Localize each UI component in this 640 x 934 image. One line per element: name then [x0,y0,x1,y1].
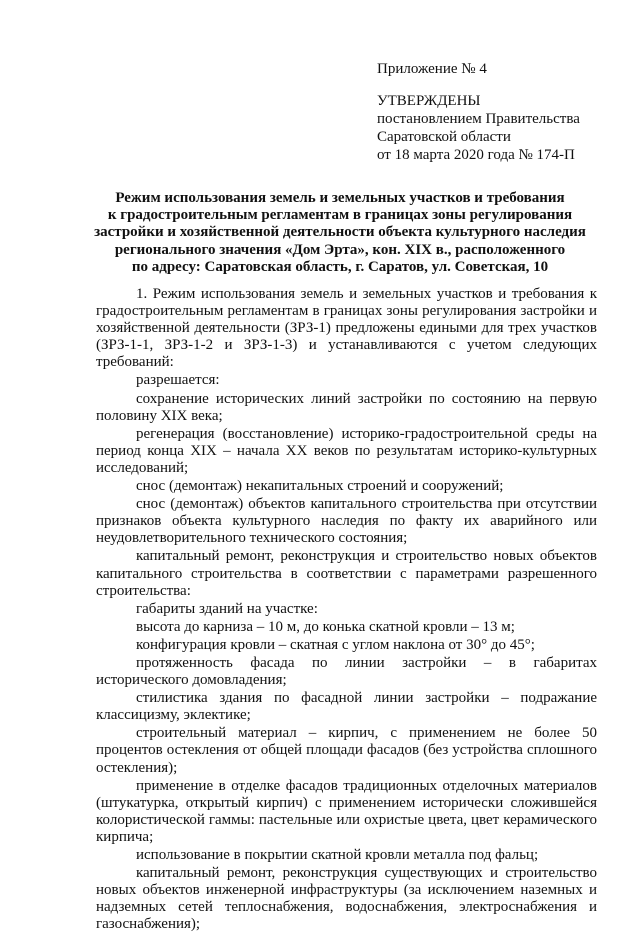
approved-heading: УТВЕРЖДЕНЫ [377,93,481,109]
approval-block [377,60,617,164]
paragraph: протяженность фасада по линии застройки – в габаритах исторического домовладения; [96,654,597,689]
approval-gap [377,78,617,92]
title-line-1: Режим использования земель и земельных участков и требования [115,190,565,206]
paragraph: сохранение исторических линий застройки по состоянию на первую половину XIX века; [96,390,597,424]
title-line-3: застройки и хозяйственной деятельности объекта культурного наследия [94,224,586,241]
paragraph: габариты зданий на участке: [136,600,318,617]
paragraph: капитальный ремонт, реконструкция существующих и строительство новых объектов инженерной инфраструктуры (за исключением наземных и надземных сетей теплоснабжения, водоснабжения, электроснабжения и газоснабжения); [96,865,597,933]
paragraph: разрешается: [136,372,220,389]
paragraph: капитальный ремонт, реконструкция и строительство новых объектов капитального строительства в соответствии с параметрами разрешенного строительства: [96,548,597,599]
paragraph: использование в покрытии скатной кровли металла под фальц; [136,847,539,863]
title-line-5: по адресу: Саратовская область, г. Саратов, ул. Советская, 10 [131,258,549,275]
paragraph: конфигурация кровли – скатная с углом наклона от 30° до 45°; [136,636,535,653]
approval-line-3: от 18 марта 2020 года № 174-П [377,147,575,163]
paragraph: высота до карниза – 10 м, до конька скатной кровли – 13 м; [136,618,515,635]
paragraph: стилистика здания по фасадной линии застройки – подражание классицизму, эклектике; [96,690,597,724]
approval-line-2: Саратовской области [377,129,511,145]
appendix-number: Приложение № 4 [377,61,487,77]
paragraph: строительный материал – кирпич, с применением не более 50 процентов остекления от общей площади фасадов (без устройства сплошного остекления); [96,725,597,776]
paragraph: применение в отделке фасадов традиционных отделочных материалов (штукатурка, открытый кирпич) с применением исторически сложившейся колористической гаммы: пастельные или охристые цвета, цвет керамического кирпича; [96,777,597,845]
paragraph: снос (демонтаж) некапитальных строений и сооружений; [136,478,504,495]
title-line-2: к градостроительным регламентам в границах зоны регулирования [107,207,573,224]
title-line-4: регионального значения «Дом Эрта», кон. XIX в., расположенного [114,241,566,258]
paragraph: снос (демонтаж) объектов капитального строительства при отсутствии признаков объекта культурного наследия по факту их аварийного или неудовлетворительного технического состояния; [96,496,597,547]
document-title [60,190,620,276]
approval-line-1: постановлением Правительства [377,111,580,127]
paragraph: 1. Режим использования земель и земельных участков и требования к градостроительным регламентам в границах зоны регулирования застройки и хозяйственной деятельности (ЗРЗ-1) предложены едиными для трех участков (ЗРЗ-1-1, ЗРЗ-1-2 и ЗРЗ-1-3) и устанавливаются с учетом следующих требований: [96,286,597,371]
paragraph: регенерация (восстановление) историко-градостроительной среды на период конца XIX – начала XX веков по результатам историко-культурных исследований; [96,425,597,476]
document-body [96,286,597,934]
